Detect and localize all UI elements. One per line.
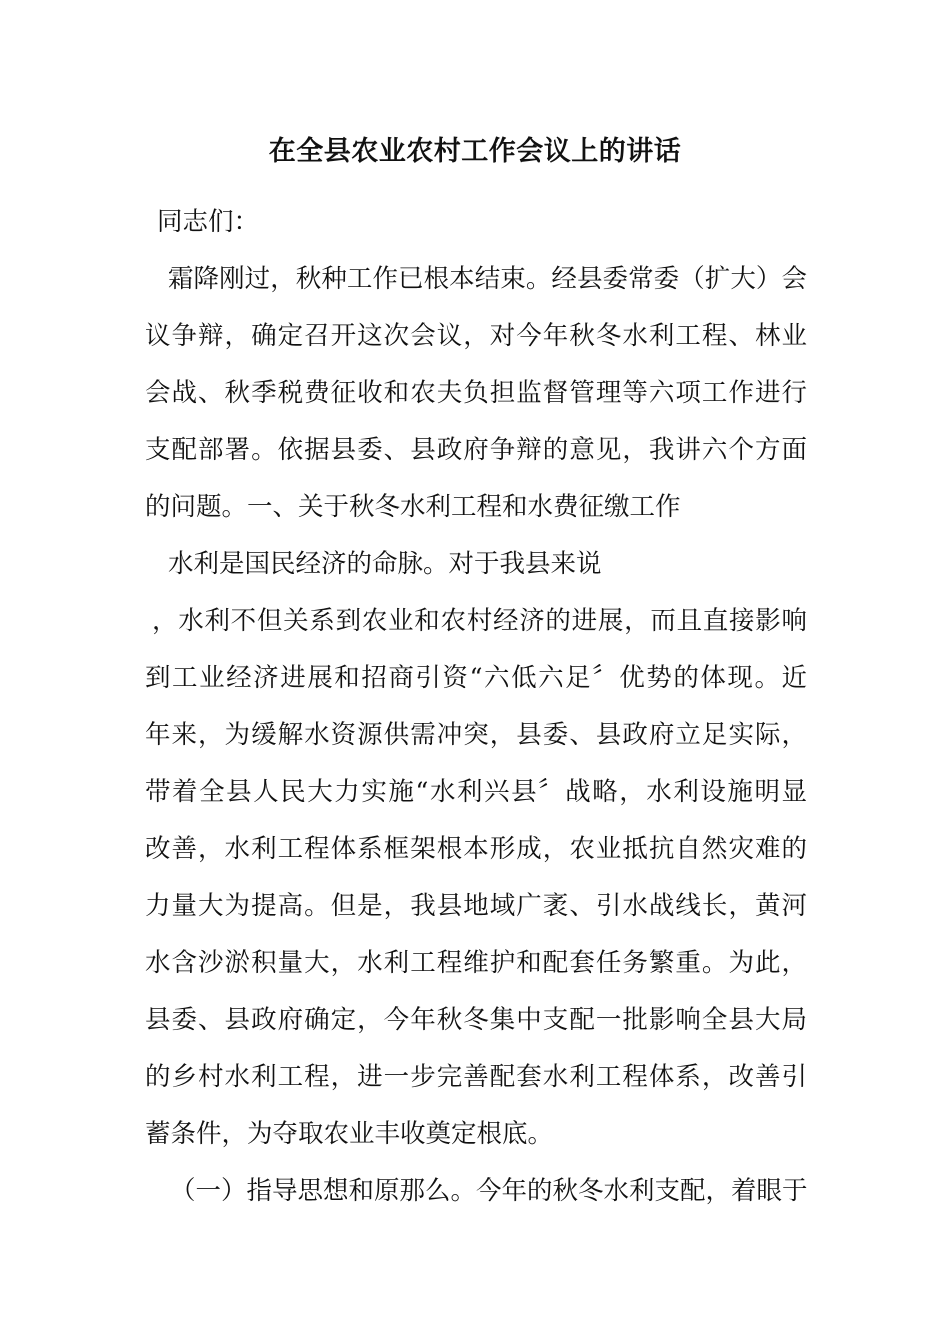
document-title: 在全县农业农村工作会议上的讲话 xyxy=(268,136,682,167)
salutation: 同志们： xyxy=(157,207,260,237)
paragraph-line: 蓄条件，为夺取农业丰收奠定根底。 xyxy=(145,1119,554,1149)
paragraph-line: 到工业经济进展和招商引资“六低六足〞优势的体现。近 xyxy=(145,663,807,693)
paragraph-line: 会战、秋季税费征收和农夫负担监督管理等六项工作进行 xyxy=(145,378,807,408)
paragraph-line: 县委、县政府确定，今年秋冬集中支配一批影响全县大局 xyxy=(145,1005,807,1035)
paragraph-line: 水利是国民经济的命脉。对于我县来说 xyxy=(168,549,602,579)
paragraph-line: 议争辩，确定召开这次会议，对今年秋冬水利工程、林业 xyxy=(145,321,807,351)
paragraph-line: 水含沙淤积量大，水利工程维护和配套任务繁重。为此， xyxy=(145,948,807,978)
paragraph-line: 支配部署。依据县委、县政府争辩的意见，我讲六个方面 xyxy=(145,435,807,465)
paragraph-line: 力量大为提高。但是，我县地域广袤、引水战线长，黄河 xyxy=(145,891,807,921)
paragraph-line: 的问题。一、关于秋冬水利工程和水费征缴工作 xyxy=(145,492,681,522)
paragraph-line: （一）指导思想和原那么。今年的秋冬水利支配，着眼于 xyxy=(170,1176,808,1206)
paragraph-line: 年来，为缓解水资源供需冲突，县委、县政府立足实际， xyxy=(145,720,807,750)
paragraph-line: 霜降刚过，秋种工作已根本结束。经县委常委（扩大）会 xyxy=(168,264,807,294)
paragraph-line: 的乡村水利工程，进一步完善配套水利工程体系，改善引 xyxy=(145,1062,807,1092)
paragraph-line: 改善，水利工程体系框架根本形成，农业抵抗自然灾难的 xyxy=(145,834,807,864)
paragraph-line: ，水利不但关系到农业和农村经济的进展，而且直接影响 xyxy=(152,606,807,636)
paragraph-line: 带着全县人民大力实施“水利兴县〞战略，水利设施明显 xyxy=(145,777,807,807)
